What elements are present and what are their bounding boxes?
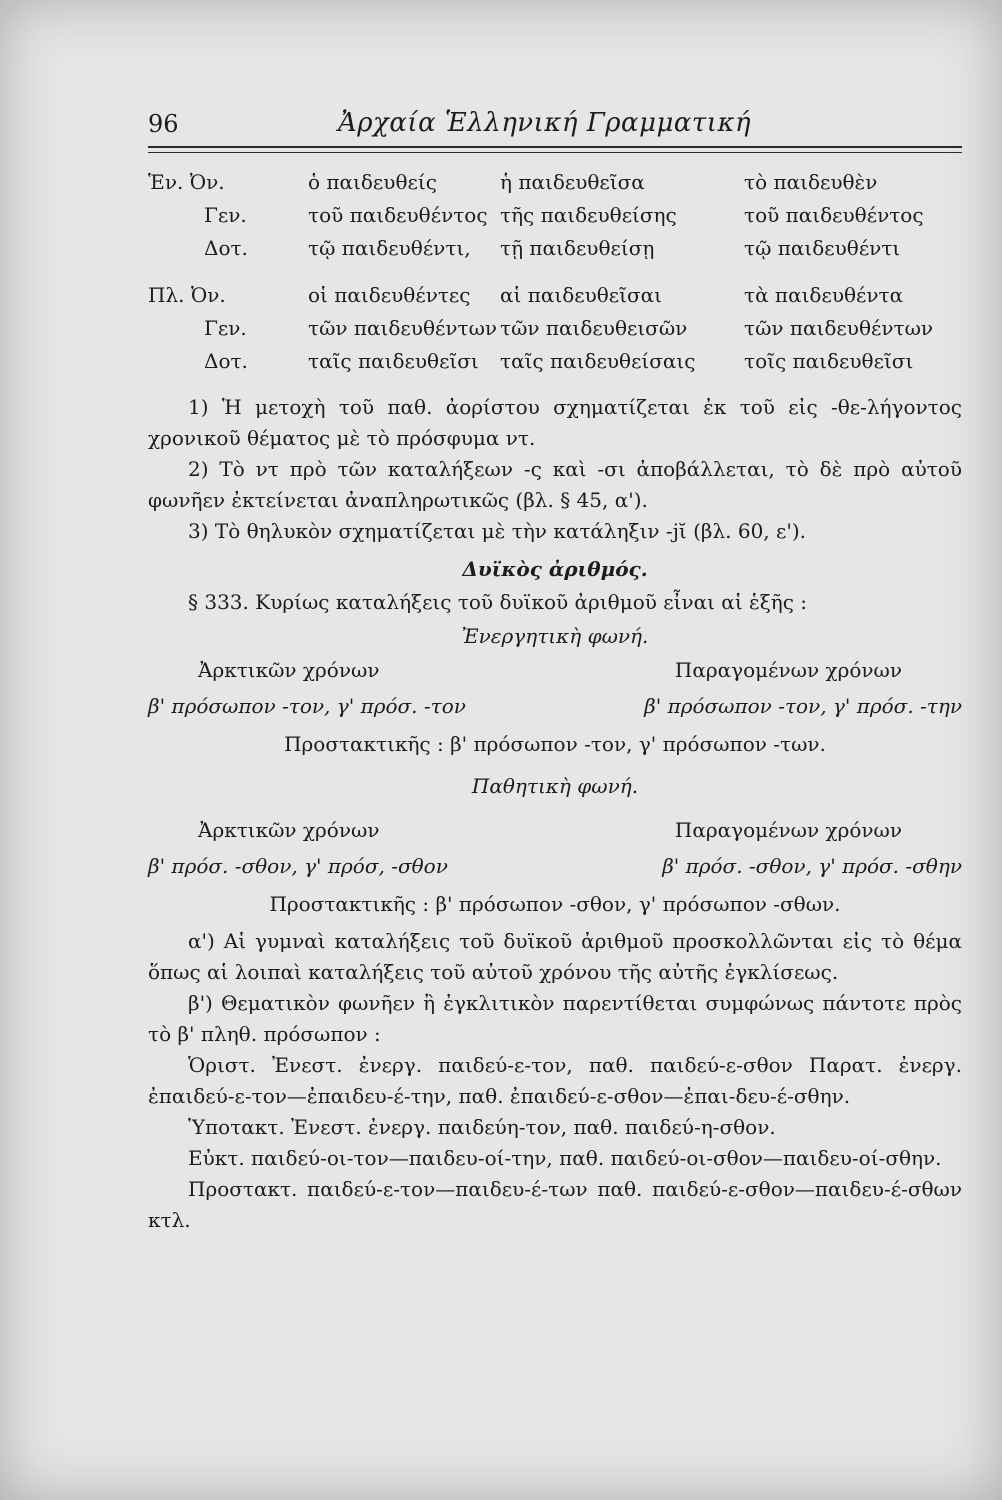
active-forms	[148, 690, 962, 726]
section-heading: Δυϊκὸς ἀριθμός.	[462, 557, 648, 581]
passive-forms	[148, 850, 962, 886]
masculine-form: ταῖς παιδευθεῖσι	[308, 349, 479, 373]
paradigm-row	[148, 170, 962, 203]
primary-forms: β' πρόσ. -σθον, γ' πρόσ, -σθον	[148, 854, 448, 878]
passive-headers	[148, 814, 962, 850]
note-2: 2) Τὸ ντ πρὸ τῶν καταλήξεων -ς καὶ -σι ἀποβάλλεται, τὸ δὲ πρὸ αὐτοῦ φωνῆεν ἐκτείνεται ἀναπληρωτικῶς (βλ. § 45, α').	[148, 457, 962, 512]
paradigm-row	[148, 316, 962, 349]
neuter-form: τῶν παιδευθέντων	[744, 316, 934, 340]
secondary-tenses-label: Παραγομένων χρόνων	[674, 658, 902, 682]
running-header	[148, 104, 962, 144]
feminine-form: ταῖς παιδευθείσαις	[500, 349, 696, 373]
primary-tenses-label: Ἀρκτικῶν χρόνων	[198, 658, 380, 682]
feminine-form: τῇ παιδευθείσῃ	[500, 236, 655, 260]
neuter-form: τῷ παιδευθέντι	[744, 236, 901, 260]
feminine-form: ἡ παιδευθεῖσα	[500, 170, 645, 194]
running-title: Ἀρχαία Ἑλληνική Γραμματική	[338, 108, 752, 138]
example-optative: Εὐκτ. παιδεύ-οι-τον—παιδευ-οί-την, παθ. παιδεύ-οι-σθον—παιδευ-οί-σθην.	[188, 1146, 942, 1170]
header-rule	[148, 146, 962, 148]
neuter-form: τὸ παιδευθὲν	[744, 170, 878, 194]
page-body	[148, 170, 962, 1236]
paradigm-row	[148, 349, 962, 382]
active-imperative: Προστακτικῆς : β' πρόσωπον -τον, γ' πρόσωπον -των.	[284, 732, 826, 756]
example-subjunctive: Ὑποτακτ. Ἐνεστ. ἐνεργ. παιδεύη-τον, παθ. παιδεύ-η-σθον.	[188, 1115, 776, 1139]
paragraph-b: β') Θεματικὸν φωνῆεν ἢ ἐγκλιτικὸν παρεντίθεται συμφώνως πάντοτε πρὸς τὸ β' πληθ. πρόσωπον :	[148, 991, 962, 1046]
secondary-forms: β' πρόσ. -σθον, γ' πρόσ. -σθην	[662, 854, 962, 878]
passive-imperative: Προστακτικῆς : β' πρόσωπον -σθον, γ' πρόσωπον -σθων.	[269, 892, 841, 916]
participle-paradigm	[148, 170, 962, 382]
example-indicative: Ὁριστ. Ἐνεστ. ἐνεργ. παιδεύ-ε-τον, παθ. παιδεύ-ε-σθον Παρατ. ἐνεργ. ἐπαιδεύ-ε-τον—ἐπαιδευ-έ-την, παθ. ἐπαιδεύ-ε-σθον—ἐπαι-δευ-έ-σθην.	[148, 1053, 962, 1108]
section-333: § 333. Κυρίως καταλήξεις τοῦ δυϊκοῦ ἀριθμοῦ εἶναι αἱ ἑξῆς :	[188, 590, 808, 614]
passive-voice-title: Παθητικὴ φωνή.	[471, 774, 639, 798]
secondary-tenses-label: Παραγομένων χρόνων	[674, 818, 902, 842]
note-3: 3) Τὸ θηλυκὸν σχηματίζεται μὲ τὴν κατάληξιν -jῐ (βλ. 60, ε').	[188, 519, 807, 543]
note-1: 1) Ἡ μετοχὴ τοῦ παθ. ἀορίστου σχηματίζεται ἐκ τοῦ εἰς -θε-λήγοντος χρονικοῦ θέματος μὲ τὸ πρόσφυμα ντ.	[148, 395, 962, 450]
primary-tenses-label: Ἀρκτικῶν χρόνων	[198, 818, 380, 842]
masculine-form: τῶν παιδευθέντων	[308, 316, 498, 340]
masculine-form: τῷ παιδευθέντι,	[308, 236, 471, 260]
example-imperative: Προστακτ. παιδεύ-ε-τον—παιδευ-έ-των παθ. παιδεύ-ε-σθον—παιδευ-έ-σθων κτλ.	[148, 1177, 962, 1232]
masculine-form: οἱ παιδευθέντες	[308, 283, 471, 307]
paradigm-row	[148, 236, 962, 269]
active-voice-title: Ἐνεργητικὴ φωνή.	[461, 624, 649, 648]
paradigm-row	[148, 283, 962, 316]
feminine-form: αἱ παιδευθεῖσαι	[500, 283, 663, 307]
case-label: Πλ. Ὀν.	[148, 283, 226, 307]
primary-forms: β' πρόσωπον -τον, γ' πρόσ. -τον	[148, 694, 466, 718]
secondary-forms: β' πρόσωπον -τον, γ' πρόσ. -την	[644, 694, 962, 718]
feminine-form: τῶν παιδευθεισῶν	[500, 316, 688, 340]
masculine-form: ὁ παιδευθείς	[308, 170, 437, 194]
case-label: Ἑν. Ὀν.	[148, 170, 225, 194]
masculine-form: τοῦ παιδευθέντος	[308, 203, 488, 227]
case-label: Γεν.	[204, 203, 247, 227]
neuter-form: τὰ παιδευθέντα	[744, 283, 904, 307]
header-rule-thin	[148, 152, 962, 153]
case-label: Δοτ.	[204, 349, 248, 373]
paragraph-a: α') Αἱ γυμναὶ καταλήξεις τοῦ δυϊκοῦ ἀριθμοῦ προσκολλῶνται εἰς τὸ θέμα ὅπως αἱ λοιπαὶ καταλήξεις τοῦ αὐτοῦ χρόνου τῆς αὐτῆς ἐγκλίσεως.	[148, 929, 962, 984]
case-label: Γεν.	[204, 316, 247, 340]
page-number: 96	[148, 110, 179, 138]
active-headers	[148, 654, 962, 690]
neuter-form: τοῖς παιδευθεῖσι	[744, 349, 914, 373]
case-label: Δοτ.	[204, 236, 248, 260]
neuter-form: τοῦ παιδευθέντος	[744, 203, 924, 227]
feminine-form: τῆς παιδευθείσης	[500, 203, 677, 227]
paradigm-row	[148, 203, 962, 236]
